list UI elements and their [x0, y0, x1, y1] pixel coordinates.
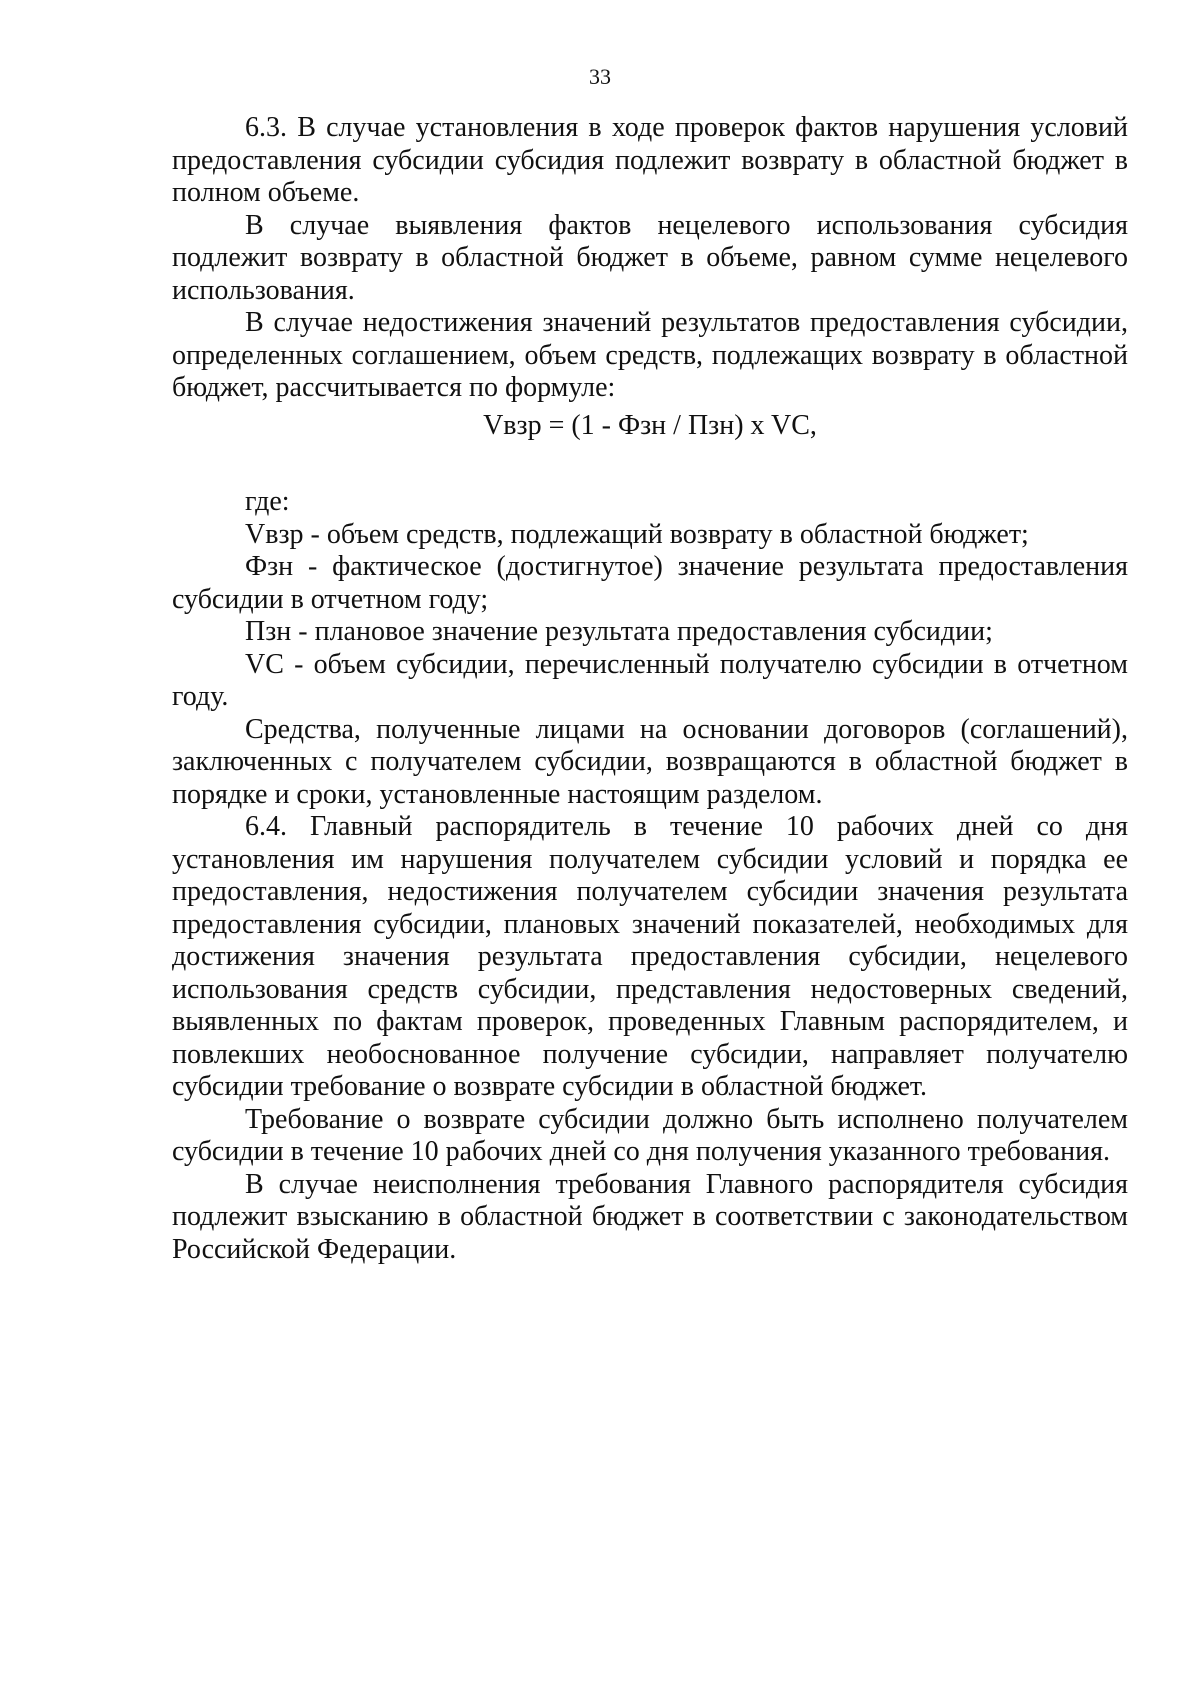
paragraph-misuse: В случае выявления фактов нецелевого использования субсидия подлежит возврату в областной бюджет в объеме, равном сумме нецелевого использования.	[172, 209, 1128, 306]
paragraph-where: где:	[245, 486, 290, 517]
definition-fzn: Фзн - фактическое (достигнутое) значение результата предоставления субсидии в отчетном году;	[172, 551, 1128, 615]
paragraph-requirement: Требование о возврате субсидии должно быть исполнено получателем субсидии в течение 10 рабочих дней со дня получения указанного требования.	[172, 1103, 1128, 1167]
paragraph-contract-funds: Средства, полученные лицами на основании договоров (соглашений), заключенных с получателем субсидии, возвращаются в областной бюджет в порядке и сроки, установленные настоящим разделом.	[172, 713, 1128, 810]
definition-vc: VC - объем субсидии, перечисленный получателю субсидии в отчетном году.	[172, 648, 1128, 712]
paragraph-6-3: 6.3. В случае установления в ходе проверок фактов нарушения условий предоставления субсидии субсидия подлежит возврату в областной бюджет в полном объеме.	[172, 112, 1128, 208]
paragraph-6-4: 6.4. Главный распорядитель в течение 10 рабочих дней со дня установления им нарушения получателем субсидии условий и порядка ее предоставления, недостижения получателем субсидии значения результата предоставления субсидии, плановых значений показателей, необходимых для достижения значения результата предоставления субсидии, нецелевого использования средств субсидии, представления недостоверных сведений, выявленных по фактам проверок, проведенных Главным распорядителем, и повлекших необоснованное получение субсидии, направляет получателю субсидии требование о возврате субсидии в областной бюджет.	[172, 811, 1128, 1102]
paragraph-shortfall: В случае недостижения значений результатов предоставления субсидии, определенных соглашением, объем средств, подлежащих возврату в областной бюджет, рассчитывается по формуле:	[172, 307, 1128, 403]
definition-vvzr: Vвзр - объем средств, подлежащий возврату в областной бюджет;	[245, 518, 1029, 550]
page-number: 33	[589, 64, 611, 89]
paragraph-recovery: В случае неисполнения требования Главного распорядителя субсидия подлежит взысканию в областной бюджет в соответствии с законодательством Российской Федерации.	[172, 1168, 1128, 1265]
document-body	[172, 112, 1128, 1266]
return-formula: Vвзр = (1 - Фзн / Пзн) x VC,	[483, 409, 817, 441]
definition-pzn: Пзн - плановое значение результата предоставления субсидии;	[245, 616, 993, 647]
